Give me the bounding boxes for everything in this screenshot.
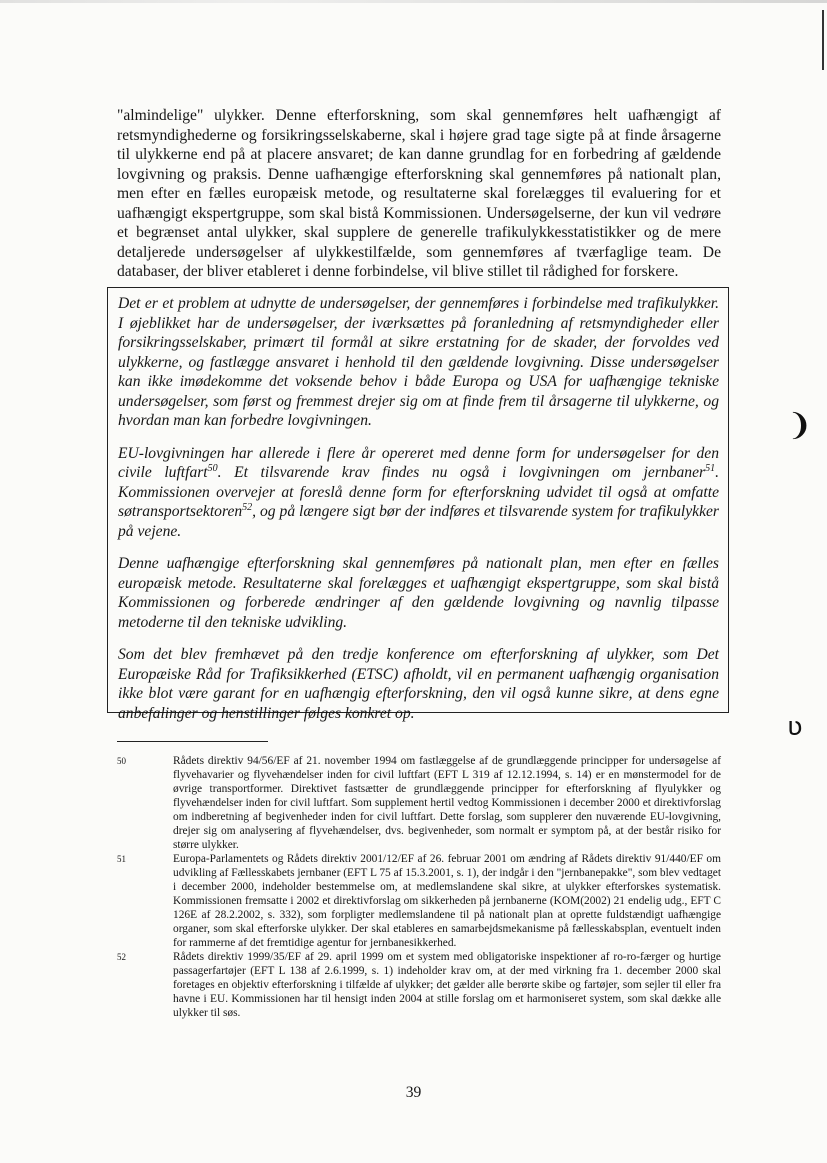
margin-mark-2: ʋ: [787, 712, 803, 742]
scan-top-edge: [0, 0, 827, 3]
footnote-number: 50: [117, 756, 126, 766]
footnote-text: Rådets direktiv 1999/35/EF af 29. april 1999 om et system med obligatoriske inspektioner af ro-ro-færger og hurtige passagerfartøjer (EFT L 138 af 2.6.1999, s. 1) indeholder krav om, at der med virkning fra 1. december 2000 skal foretages en objektiv efterforskning i tilfælde af ulykker; det gælder alle berørte skibe og fartøjer, som sejler til eller fra havne i EU. Kommissionen har til hensigt inden 2004 at stille forslag om et harmoniseret system, som skal dække alle ulykker til søs.: [173, 951, 721, 1019]
box-p2-part-a: EU-lovgivningen har allerede i flere år opereret med denne form for undersøgelser for den civile luftfart: [118, 444, 719, 481]
footnote-separator: [117, 741, 268, 742]
page-number: 39: [405, 1084, 422, 1101]
box-paragraph-3: Denne uafhængige efterforskning skal gennemføres på nationalt plan, men efter en fælles europæisk metode. Resultaterne skal forelægges et uafhængigt ekspertgruppe, som skal bistå Kommissionen og forberede ændringer af den gældende lovgivning og navnlig tilpasse metoderne til den tekniske udvikling.: [118, 555, 719, 631]
footnote-number: 52: [117, 952, 126, 962]
footnote-text: Europa-Parlamentets og Rådets direktiv 2001/12/EF af 26. februar 2001 om ændring af Rådets direktiv 91/440/EF om udvikling af Fællesskabets jernbaner (EFT L 75 af 15.3.2001, s. 1), der indgår i den "jernbanepakke", som blev vedtaget i december 2000, indeholder bestemmelse om, at medlemslandene skal sikre, at ulykker efterforskes systematisk. Kommissionen fremsatte i 2002 et direktivforslag om sikkerheden på jernbanerne (KOM(2002) 21 endelig udg., EFT C 126E af 28.2.2002, s. 332), som forpligter medlemslandene til på nationalt plan at oprette fuldstændigt uafhængige organer, som skal efterforske ulykker. Der skal etableres en samarbejdsmekanisme på fællesskabsplan, eventuelt inden for rammerne af det fremtidige agentur for jernbanesikkerhed.: [173, 853, 721, 949]
footnote-text: Rådets direktiv 94/56/EF af 21. november 1994 om fastlæggelse af de grundlæggende principper for undersøgelse af flyvehavarier og flyvehændelser inden for civil luftfart (EFT L 319 af 12.12.1994, s. 14) er en mønstermodel for de øvrige transportformer. Direktivet fastsætter de grundlæggende principper for efterforskning af flyulykker og flyvehændelser inden for civil luftfart. Som supplement hertil vedtog Kommissionen i december 2000 et direktivforslag om indberetning af begivenheder inden for civil luftfart. Dette forslag, som supplerer den nuværende EU-lovgivning, drejer sig om analysering af flyvehændelser, dvs. begivenheder, som normalt er symptom på, at der består risiko for større ulykker.: [173, 755, 721, 851]
box-p2-part-b: . Et tilsvarende krav findes nu også i lovgivningen om jernbaner: [217, 464, 706, 481]
footnote-ref-50[interactable]: 50: [207, 462, 218, 474]
main-paragraph: "almindelige" ulykker. Denne efterforskning, som skal gennemføres helt uafhængigt af retsmyndighederne og forsikringsselskaberne, skal i højere grad tage sigte på at finde årsagerne til ulykkerne end på at placere ansvaret; de kan danne grundlag for en forbedring af gældende lovgivning og praksis. Denne uafhængige efterforskning skal gennemføres på nationalt plan, men efter en fælles europæisk metode, og resultaterne skal forelægges til evaluering for et uafhængigt ekspertgruppe, som skal bistå Kommissionen. Undersøgelserne, der kun vil vedrøre et begrænset antal ulykker, skal supplere de generelle trafikulykkesstatistikker og de mere detaljerede undersøgelser af ulykkestilfælde, som gennemføres af tværfaglige team. De databaser, der bliver etableret i denne forbindelse, vil blive stillet til rådighed for forskere.: [117, 107, 721, 280]
box-paragraph-2: [118, 444, 719, 542]
footnote-ref-52[interactable]: 52: [242, 501, 253, 513]
footnote-52: [117, 950, 721, 1020]
box-p2-part-c: . Kommissionen overvejer at foreslå denne form for efterforskning udvidet til også at omfatte søtransportsektoren: [118, 464, 719, 520]
highlight-box: [107, 287, 729, 722]
footnote-51: [117, 852, 721, 950]
scan-right-edge: [822, 10, 824, 70]
margin-mark-1: ❩: [787, 408, 813, 443]
box-paragraph-4: Som det blev fremhævet på den tredje konference om efterforskning af ulykker, som Det Europæiske Råd for Trafiksikkerhed (ETSC) afholdt, vil en permanent uafhængig organisation ikke blot være garant for en uafhængig efterforskning, den vil også kunne sikre, at dens egne anbefalinger og henstillinger følges konkret op.: [118, 646, 719, 722]
footnotes: [117, 754, 721, 1020]
footnote-50: [117, 754, 721, 852]
box-paragraph-1: Det er et problem at udnytte de undersøgelser, der gennemføres i forbindelse med trafikulykker. I øjeblikket har de undersøgelser, der iværksættes på foranledning af retsmyndigheder eller forsikringsselskaber, primært til formål at sikre erstatning for de skader, der forvoldes ved ulykkerne, og fastlægge ansvaret i henhold til den gældende lovgivning. Disse undersøgelser kan ikke imødekomme det voksende behov i både Europa og USA for uafhængige tekniske undersøgelser, som først og fremmest drejer sig om at finde frem til årsagerne til ulykkerne, og hvordan man kan forbedre lovgivningen.: [118, 295, 719, 429]
footnote-ref-51[interactable]: 51: [705, 462, 716, 474]
box-p2-part-d: , og på længere sigt bør der indføres et tilsvarende system for trafikulykker på vejene.: [118, 503, 719, 540]
footnote-number: 51: [117, 854, 126, 864]
